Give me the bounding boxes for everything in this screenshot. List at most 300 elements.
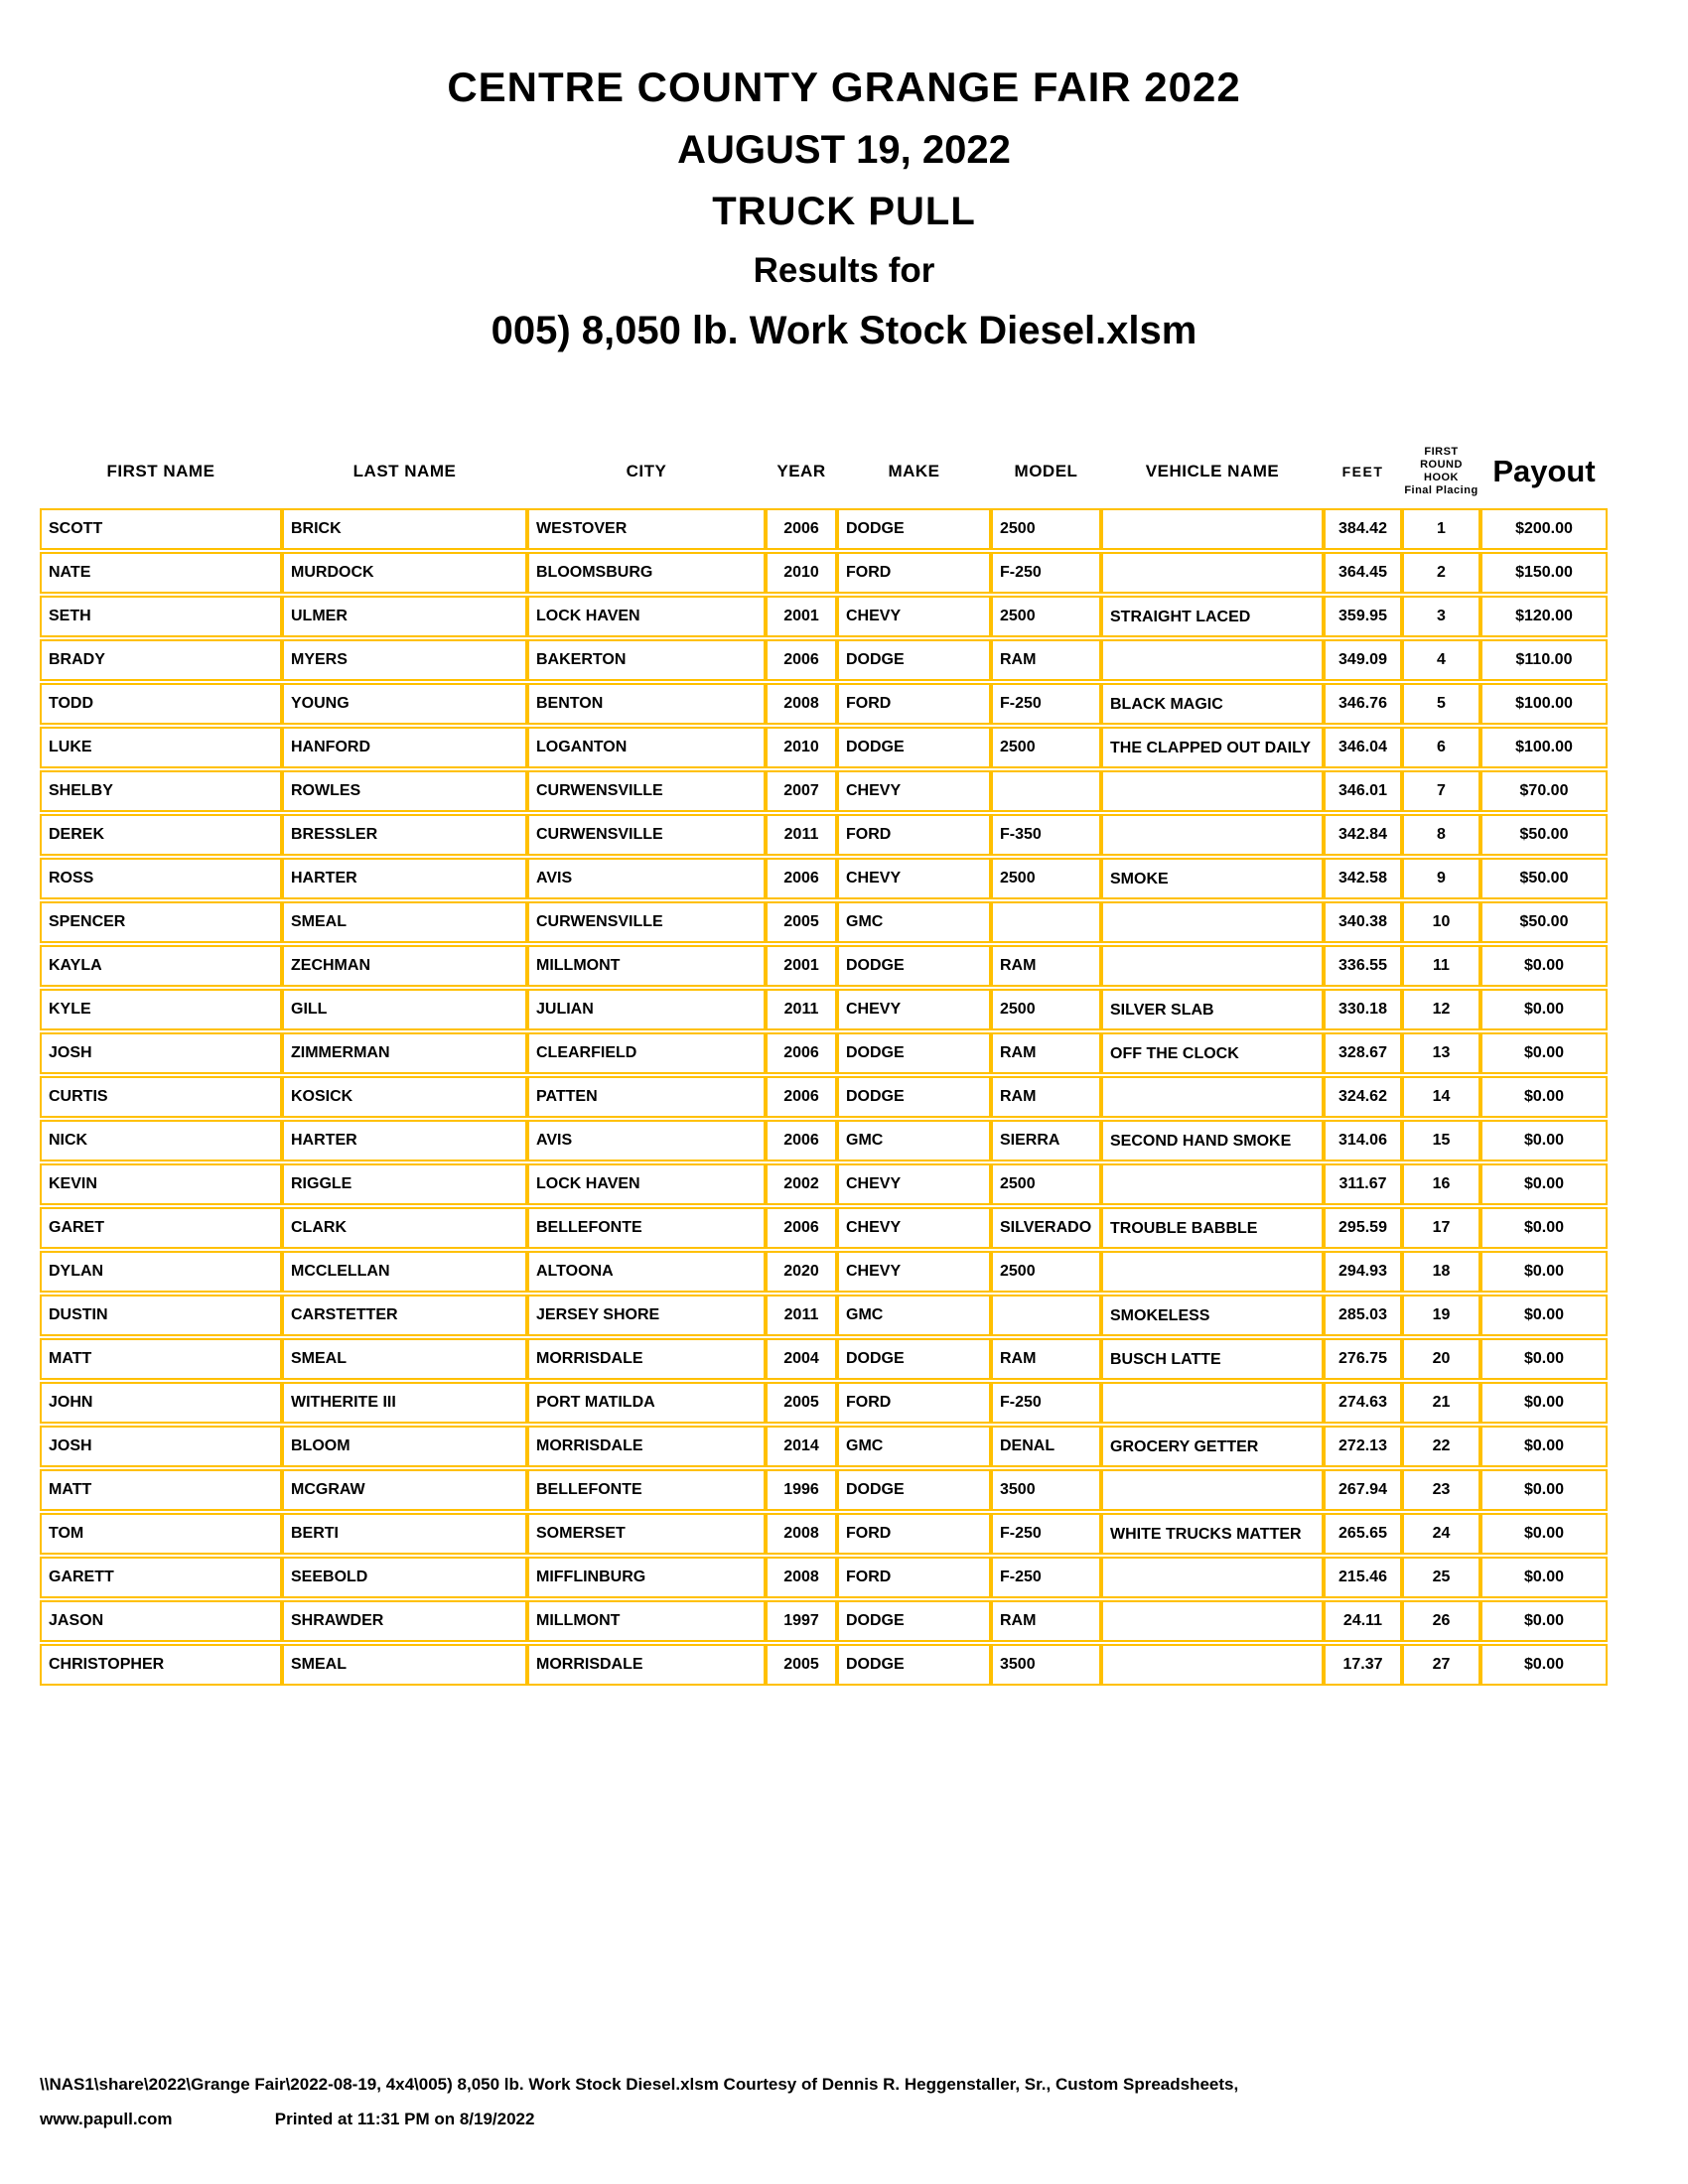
cell-last-name: CARSTETTER <box>282 1295 527 1336</box>
cell-payout: $50.00 <box>1480 814 1608 856</box>
cell-placing: 27 <box>1402 1644 1480 1686</box>
cell-last-name: SHRAWDER <box>282 1600 527 1642</box>
page-title-event: CENTRE COUNTY GRANGE FAIR 2022 <box>447 64 1241 110</box>
cell-first-name: NICK <box>40 1120 282 1161</box>
cell-vehicle-name: SILVER SLAB <box>1101 989 1324 1030</box>
cell-model: 3500 <box>991 1469 1101 1511</box>
cell-feet: 342.84 <box>1324 814 1402 856</box>
cell-payout: $0.00 <box>1480 1120 1608 1161</box>
cell-year: 2008 <box>766 1513 837 1555</box>
cell-city: MILLMONT <box>527 945 766 987</box>
cell-first-name: SCOTT <box>40 508 282 550</box>
cell-model <box>991 770 1101 812</box>
cell-last-name: MCCLELLAN <box>282 1251 527 1293</box>
cell-vehicle-name <box>1101 1600 1324 1642</box>
cell-first-name: TOM <box>40 1513 282 1555</box>
cell-year: 2011 <box>766 1295 837 1336</box>
cell-payout: $110.00 <box>1480 639 1608 681</box>
cell-vehicle-name <box>1101 1644 1324 1686</box>
cell-vehicle-name: THE CLAPPED OUT DAILY <box>1101 727 1324 768</box>
cell-model: RAM <box>991 1338 1101 1380</box>
cell-model: SIERRA <box>991 1120 1101 1161</box>
cell-model <box>991 901 1101 943</box>
cell-first-name: DUSTIN <box>40 1295 282 1336</box>
cell-model: F-250 <box>991 552 1101 594</box>
cell-payout: $0.00 <box>1480 1557 1608 1598</box>
title-block <box>0 0 1688 361</box>
cell-feet: 336.55 <box>1324 945 1402 987</box>
cell-first-name: MATT <box>40 1469 282 1511</box>
cell-payout: $0.00 <box>1480 1032 1608 1074</box>
footer-line2 <box>40 2102 1648 2136</box>
cell-city: CURWENSVILLE <box>527 814 766 856</box>
cell-payout: $0.00 <box>1480 1163 1608 1205</box>
cell-payout: $0.00 <box>1480 1469 1608 1511</box>
cell-vehicle-name: SMOKE <box>1101 858 1324 899</box>
cell-last-name: SMEAL <box>282 1338 527 1380</box>
cell-feet: 349.09 <box>1324 639 1402 681</box>
cell-payout: $0.00 <box>1480 1600 1608 1642</box>
cell-year: 2001 <box>766 596 837 637</box>
table-row <box>40 1120 1608 1161</box>
cell-city: BLOOMSBURG <box>527 552 766 594</box>
table-row <box>40 1469 1608 1511</box>
cell-make: DODGE <box>837 1076 991 1118</box>
cell-last-name: GILL <box>282 989 527 1030</box>
header-hook-line2: HOOK <box>1424 472 1459 483</box>
cell-make: DODGE <box>837 639 991 681</box>
cell-first-name: KEVIN <box>40 1163 282 1205</box>
cell-feet: 342.58 <box>1324 858 1402 899</box>
cell-placing: 14 <box>1402 1076 1480 1118</box>
cell-last-name: BLOOM <box>282 1426 527 1467</box>
header-first-name: FIRST NAME <box>106 462 215 480</box>
header-hook-line3: Final Placing <box>1404 484 1478 496</box>
header-vehicle-name: VEHICLE NAME <box>1145 462 1280 480</box>
cell-feet: 340.38 <box>1324 901 1402 943</box>
page-title-results-for: Results for <box>753 251 935 290</box>
header-year: YEAR <box>776 462 826 480</box>
table-row <box>40 901 1608 943</box>
cell-feet: 364.45 <box>1324 552 1402 594</box>
cell-model: 3500 <box>991 1644 1101 1686</box>
cell-year: 2010 <box>766 552 837 594</box>
page-title-date: AUGUST 19, 2022 <box>677 128 1011 172</box>
cell-city: AVIS <box>527 1120 766 1161</box>
cell-placing: 2 <box>1402 552 1480 594</box>
cell-year: 2006 <box>766 1207 837 1249</box>
cell-vehicle-name: WHITE TRUCKS MATTER <box>1101 1513 1324 1555</box>
cell-placing: 7 <box>1402 770 1480 812</box>
table-row <box>40 1295 1608 1336</box>
cell-model: 2500 <box>991 858 1101 899</box>
cell-city: SOMERSET <box>527 1513 766 1555</box>
cell-vehicle-name <box>1101 945 1324 987</box>
cell-model: 2500 <box>991 596 1101 637</box>
cell-payout: $0.00 <box>1480 1382 1608 1424</box>
cell-payout: $0.00 <box>1480 989 1608 1030</box>
cell-feet: 274.63 <box>1324 1382 1402 1424</box>
cell-city: BAKERTON <box>527 639 766 681</box>
cell-first-name: DYLAN <box>40 1251 282 1293</box>
cell-feet: 295.59 <box>1324 1207 1402 1249</box>
cell-placing: 20 <box>1402 1338 1480 1380</box>
cell-last-name: HARTER <box>282 1120 527 1161</box>
cell-make: CHEVY <box>837 1163 991 1205</box>
table-row <box>40 727 1608 768</box>
cell-last-name: YOUNG <box>282 683 527 725</box>
cell-city: PORT MATILDA <box>527 1382 766 1424</box>
cell-payout: $200.00 <box>1480 508 1608 550</box>
cell-city: CURWENSVILLE <box>527 901 766 943</box>
cell-make: CHEVY <box>837 596 991 637</box>
cell-vehicle-name: GROCERY GETTER <box>1101 1426 1324 1467</box>
cell-feet: 276.75 <box>1324 1338 1402 1380</box>
cell-model: 2500 <box>991 1163 1101 1205</box>
header-first-round-hook <box>1402 437 1480 506</box>
cell-placing: 25 <box>1402 1557 1480 1598</box>
cell-model: RAM <box>991 945 1101 987</box>
cell-first-name: TODD <box>40 683 282 725</box>
cell-feet: 272.13 <box>1324 1426 1402 1467</box>
cell-feet: 314.06 <box>1324 1120 1402 1161</box>
page-title-category: TRUCK PULL <box>712 190 976 233</box>
table-row <box>40 1207 1608 1249</box>
table-row <box>40 1251 1608 1293</box>
cell-year: 2006 <box>766 1076 837 1118</box>
cell-feet: 346.76 <box>1324 683 1402 725</box>
cell-model: F-350 <box>991 814 1101 856</box>
cell-placing: 8 <box>1402 814 1480 856</box>
cell-first-name: JOHN <box>40 1382 282 1424</box>
cell-feet: 17.37 <box>1324 1644 1402 1686</box>
cell-make: CHEVY <box>837 1251 991 1293</box>
cell-city: LOCK HAVEN <box>527 1163 766 1205</box>
cell-make: CHEVY <box>837 1207 991 1249</box>
cell-city: LOCK HAVEN <box>527 596 766 637</box>
table-row <box>40 1163 1608 1205</box>
cell-model: RAM <box>991 1032 1101 1074</box>
cell-vehicle-name: SECOND HAND SMOKE <box>1101 1120 1324 1161</box>
header-payout: Payout <box>1492 454 1596 488</box>
cell-model: 2500 <box>991 508 1101 550</box>
cell-payout: $100.00 <box>1480 727 1608 768</box>
cell-city: JERSEY SHORE <box>527 1295 766 1336</box>
cell-vehicle-name <box>1101 814 1324 856</box>
cell-payout: $0.00 <box>1480 1513 1608 1555</box>
cell-make: FORD <box>837 1513 991 1555</box>
header-feet: FEET <box>1341 464 1384 479</box>
cell-year: 2006 <box>766 508 837 550</box>
cell-year: 2008 <box>766 1557 837 1598</box>
cell-model: RAM <box>991 639 1101 681</box>
cell-year: 2007 <box>766 770 837 812</box>
cell-last-name: WITHERITE III <box>282 1382 527 1424</box>
cell-placing: 23 <box>1402 1469 1480 1511</box>
cell-year: 2006 <box>766 639 837 681</box>
cell-vehicle-name: OFF THE CLOCK <box>1101 1032 1324 1074</box>
cell-make: FORD <box>837 1557 991 1598</box>
cell-placing: 19 <box>1402 1295 1480 1336</box>
cell-vehicle-name <box>1101 901 1324 943</box>
cell-city: MILLMONT <box>527 1600 766 1642</box>
cell-last-name: SMEAL <box>282 901 527 943</box>
cell-city: ALTOONA <box>527 1251 766 1293</box>
cell-vehicle-name: BLACK MAGIC <box>1101 683 1324 725</box>
header-last-name: LAST NAME <box>352 462 457 480</box>
cell-payout: $0.00 <box>1480 1076 1608 1118</box>
cell-vehicle-name <box>1101 1382 1324 1424</box>
cell-feet: 285.03 <box>1324 1295 1402 1336</box>
cell-placing: 1 <box>1402 508 1480 550</box>
cell-year: 2006 <box>766 858 837 899</box>
cell-feet: 330.18 <box>1324 989 1402 1030</box>
cell-last-name: HANFORD <box>282 727 527 768</box>
cell-city: PATTEN <box>527 1076 766 1118</box>
table-row <box>40 1076 1608 1118</box>
cell-vehicle-name: TROUBLE BABBLE <box>1101 1207 1324 1249</box>
cell-feet: 215.46 <box>1324 1557 1402 1598</box>
cell-vehicle-name <box>1101 1076 1324 1118</box>
cell-year: 2005 <box>766 901 837 943</box>
cell-year: 2004 <box>766 1338 837 1380</box>
cell-city: JULIAN <box>527 989 766 1030</box>
cell-model <box>991 1295 1101 1336</box>
cell-vehicle-name <box>1101 1163 1324 1205</box>
cell-first-name: JOSH <box>40 1426 282 1467</box>
cell-last-name: BERTI <box>282 1513 527 1555</box>
header-make: MAKE <box>888 462 940 480</box>
cell-city: BENTON <box>527 683 766 725</box>
cell-placing: 9 <box>1402 858 1480 899</box>
table-row <box>40 552 1608 594</box>
cell-make: CHEVY <box>837 989 991 1030</box>
cell-model: 2500 <box>991 1251 1101 1293</box>
cell-make: DODGE <box>837 1600 991 1642</box>
table-row <box>40 770 1608 812</box>
cell-model: F-250 <box>991 1382 1101 1424</box>
cell-model: 2500 <box>991 989 1101 1030</box>
cell-vehicle-name <box>1101 508 1324 550</box>
cell-city: AVIS <box>527 858 766 899</box>
results-table-header <box>40 437 1608 506</box>
cell-last-name: SEEBOLD <box>282 1557 527 1598</box>
cell-city: MORRISDALE <box>527 1338 766 1380</box>
cell-feet: 267.94 <box>1324 1469 1402 1511</box>
cell-payout: $0.00 <box>1480 1644 1608 1686</box>
cell-payout: $120.00 <box>1480 596 1608 637</box>
cell-vehicle-name <box>1101 770 1324 812</box>
cell-year: 2014 <box>766 1426 837 1467</box>
footer-file-path: \\NAS1\share\2022\Grange Fair\2022-08-19, 4x4\005) 8,050 lb. Work Stock Diesel.xlsm Courtesy of Dennis R. Heggenstaller, Sr., Custom Spreadsheets, <box>40 2075 1239 2094</box>
cell-year: 1996 <box>766 1469 837 1511</box>
cell-feet: 384.42 <box>1324 508 1402 550</box>
cell-vehicle-name <box>1101 1469 1324 1511</box>
cell-placing: 11 <box>1402 945 1480 987</box>
cell-model: 2500 <box>991 727 1101 768</box>
cell-placing: 6 <box>1402 727 1480 768</box>
table-row <box>40 1382 1608 1424</box>
cell-last-name: HARTER <box>282 858 527 899</box>
cell-payout: $50.00 <box>1480 901 1608 943</box>
cell-vehicle-name: SMOKELESS <box>1101 1295 1324 1336</box>
cell-first-name: JASON <box>40 1600 282 1642</box>
cell-make: GMC <box>837 1295 991 1336</box>
footer-website: www.papull.com <box>40 2110 173 2128</box>
cell-placing: 26 <box>1402 1600 1480 1642</box>
cell-last-name: ZECHMAN <box>282 945 527 987</box>
cell-payout: $0.00 <box>1480 1426 1608 1467</box>
cell-city: BELLEFONTE <box>527 1469 766 1511</box>
cell-model: SILVERADO <box>991 1207 1101 1249</box>
table-row <box>40 1557 1608 1598</box>
cell-year: 2001 <box>766 945 837 987</box>
table-row <box>40 1338 1608 1380</box>
cell-last-name: BRICK <box>282 508 527 550</box>
cell-make: DODGE <box>837 945 991 987</box>
cell-feet: 346.01 <box>1324 770 1402 812</box>
cell-model: DENAL <box>991 1426 1101 1467</box>
cell-first-name: ROSS <box>40 858 282 899</box>
cell-city: BELLEFONTE <box>527 1207 766 1249</box>
cell-vehicle-name: BUSCH LATTE <box>1101 1338 1324 1380</box>
cell-placing: 15 <box>1402 1120 1480 1161</box>
table-row <box>40 814 1608 856</box>
header-hook-line1: FIRST ROUND <box>1420 446 1463 471</box>
cell-last-name: ROWLES <box>282 770 527 812</box>
table-row <box>40 989 1608 1030</box>
cell-first-name: SETH <box>40 596 282 637</box>
cell-make: DODGE <box>837 727 991 768</box>
cell-placing: 5 <box>1402 683 1480 725</box>
cell-payout: $0.00 <box>1480 945 1608 987</box>
cell-city: MORRISDALE <box>527 1426 766 1467</box>
cell-vehicle-name <box>1101 552 1324 594</box>
cell-last-name: RIGGLE <box>282 1163 527 1205</box>
cell-make: DODGE <box>837 1644 991 1686</box>
cell-make: CHEVY <box>837 770 991 812</box>
cell-payout: $150.00 <box>1480 552 1608 594</box>
table-row <box>40 596 1608 637</box>
table-row <box>40 858 1608 899</box>
cell-last-name: BRESSLER <box>282 814 527 856</box>
cell-placing: 3 <box>1402 596 1480 637</box>
cell-first-name: KAYLA <box>40 945 282 987</box>
cell-feet: 346.04 <box>1324 727 1402 768</box>
cell-city: CURWENSVILLE <box>527 770 766 812</box>
cell-vehicle-name <box>1101 1251 1324 1293</box>
cell-last-name: MCGRAW <box>282 1469 527 1511</box>
table-row <box>40 1032 1608 1074</box>
cell-city: CLEARFIELD <box>527 1032 766 1074</box>
page-title-class-file: 005) 8,050 lb. Work Stock Diesel.xlsm <box>491 309 1197 352</box>
cell-make: FORD <box>837 683 991 725</box>
cell-placing: 10 <box>1402 901 1480 943</box>
cell-vehicle-name <box>1101 639 1324 681</box>
cell-year: 2005 <box>766 1644 837 1686</box>
cell-first-name: DEREK <box>40 814 282 856</box>
cell-city: MORRISDALE <box>527 1644 766 1686</box>
cell-payout: $0.00 <box>1480 1338 1608 1380</box>
cell-city: LOGANTON <box>527 727 766 768</box>
cell-first-name: SHELBY <box>40 770 282 812</box>
cell-make: DODGE <box>837 1338 991 1380</box>
table-row <box>40 1513 1608 1555</box>
cell-feet: 24.11 <box>1324 1600 1402 1642</box>
table-row <box>40 945 1608 987</box>
results-table <box>40 435 1608 1688</box>
table-row <box>40 1644 1608 1686</box>
header-row <box>40 437 1608 506</box>
cell-payout: $50.00 <box>1480 858 1608 899</box>
cell-year: 2006 <box>766 1032 837 1074</box>
cell-payout: $70.00 <box>1480 770 1608 812</box>
cell-make: GMC <box>837 1120 991 1161</box>
cell-vehicle-name <box>1101 1557 1324 1598</box>
header-model: MODEL <box>1014 462 1078 480</box>
cell-vehicle-name: STRAIGHT LACED <box>1101 596 1324 637</box>
cell-model: RAM <box>991 1076 1101 1118</box>
cell-last-name: KOSICK <box>282 1076 527 1118</box>
cell-first-name: KYLE <box>40 989 282 1030</box>
cell-placing: 24 <box>1402 1513 1480 1555</box>
cell-city: WESTOVER <box>527 508 766 550</box>
cell-last-name: MYERS <box>282 639 527 681</box>
cell-make: DODGE <box>837 1469 991 1511</box>
cell-last-name: SMEAL <box>282 1644 527 1686</box>
cell-make: GMC <box>837 1426 991 1467</box>
cell-last-name: ZIMMERMAN <box>282 1032 527 1074</box>
cell-first-name: SPENCER <box>40 901 282 943</box>
cell-year: 2011 <box>766 814 837 856</box>
table-row <box>40 1600 1608 1642</box>
cell-payout: $100.00 <box>1480 683 1608 725</box>
cell-first-name: LUKE <box>40 727 282 768</box>
cell-first-name: CHRISTOPHER <box>40 1644 282 1686</box>
cell-placing: 22 <box>1402 1426 1480 1467</box>
footer-printed-at: Printed at 11:31 PM on 8/19/2022 <box>274 2110 535 2128</box>
cell-year: 2008 <box>766 683 837 725</box>
cell-payout: $0.00 <box>1480 1251 1608 1293</box>
cell-make: DODGE <box>837 508 991 550</box>
page-footer <box>40 2067 1648 2136</box>
cell-make: DODGE <box>837 1032 991 1074</box>
cell-first-name: CURTIS <box>40 1076 282 1118</box>
cell-year: 2005 <box>766 1382 837 1424</box>
cell-first-name: JOSH <box>40 1032 282 1074</box>
cell-year: 2002 <box>766 1163 837 1205</box>
cell-placing: 21 <box>1402 1382 1480 1424</box>
results-table-body <box>40 508 1608 1686</box>
cell-city: MIFFLINBURG <box>527 1557 766 1598</box>
table-row <box>40 1426 1608 1467</box>
cell-first-name: BRADY <box>40 639 282 681</box>
cell-first-name: MATT <box>40 1338 282 1380</box>
cell-payout: $0.00 <box>1480 1295 1608 1336</box>
cell-make: FORD <box>837 814 991 856</box>
cell-year: 2020 <box>766 1251 837 1293</box>
cell-feet: 324.62 <box>1324 1076 1402 1118</box>
header-city: CITY <box>626 462 667 480</box>
cell-feet: 294.93 <box>1324 1251 1402 1293</box>
cell-make: GMC <box>837 901 991 943</box>
table-row <box>40 639 1608 681</box>
cell-model: F-250 <box>991 1557 1101 1598</box>
cell-placing: 16 <box>1402 1163 1480 1205</box>
cell-last-name: MURDOCK <box>282 552 527 594</box>
cell-make: CHEVY <box>837 858 991 899</box>
cell-year: 2010 <box>766 727 837 768</box>
